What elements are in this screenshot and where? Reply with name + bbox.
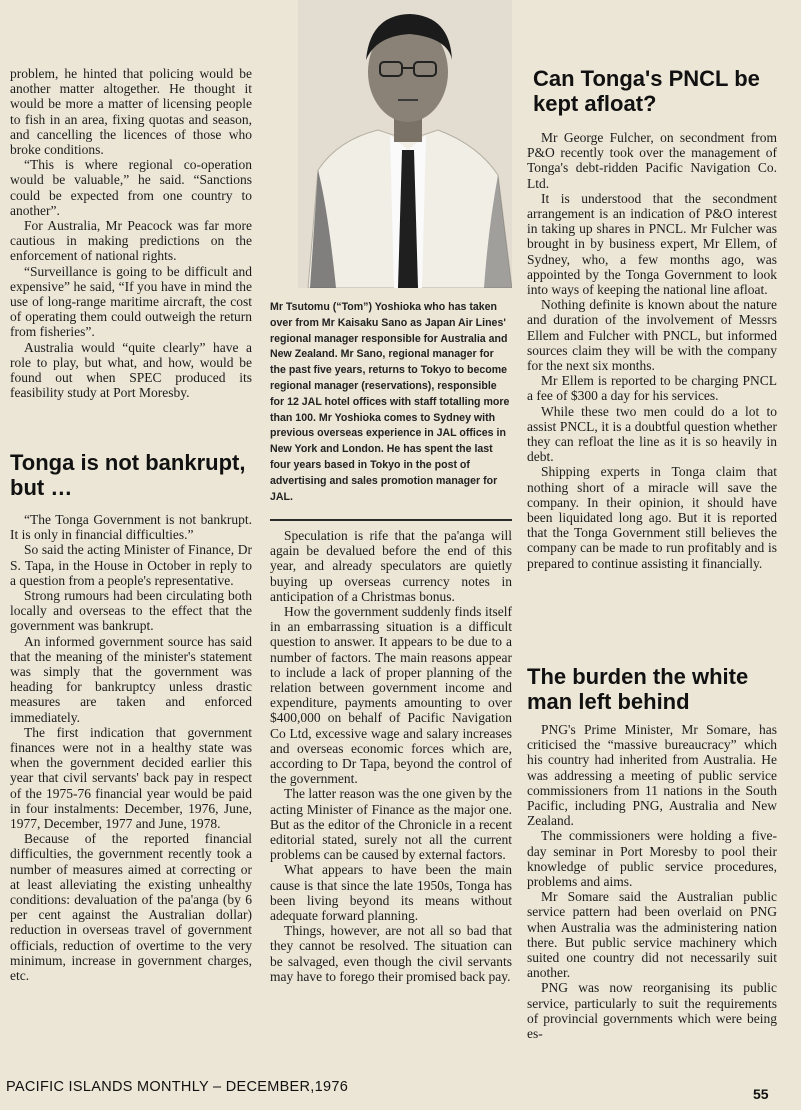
divider-rule — [270, 519, 512, 521]
paragraph: “This is where regional co-operation would be valuable,” he said. “Sanctions could be expected from one country to another”. — [10, 157, 252, 218]
paragraph: It is understood that the secondment arrangement is an indication of P&O interest in taking up shares in PNCL. Mr Fulcher was brought in by business expert, Mr Ellem, of Sydney, who, a few months ago, was appointed by the Tonga Government to look into ways of keeping the national line afloat. — [527, 190, 777, 298]
paragraph: The commissioners were holding a five-day seminar in Port Moresby to pool their knowledge of public service procedures, problems and aims. — [527, 828, 777, 890]
paragraph: Mr George Fulcher, on secondment from P&O recently took over the management of Tonga's debt-ridden Pacific Navigation Co. Ltd. — [527, 130, 777, 191]
paragraph: What appears to have been the main cause is that since the late 1950s, Tonga has been living beyond its means without adequate forward planning. — [270, 862, 512, 924]
column-1-text — [10, 66, 252, 400]
paragraph: The latter reason was the one given by the acting Minister of Finance as the major one. But as the editor of the Chronicle in a recent editorial stated, surely not all the current problems can be caused by external factors. — [270, 786, 512, 863]
burden-article — [527, 722, 777, 1041]
paragraph: Strong rumours had been circulating both locally and overseas to the effect that the government was bankrupt. — [10, 588, 252, 634]
paragraph: Speculation is rife that the pa'anga will again be devalued before the end of this year, and already speculators are quietly buying up overseas currency notes in anticipation of a Christmas bonus. — [270, 528, 512, 604]
paragraph: An informed government source has said that the meaning of the minister's statement was simply that the government was heading for bankruptcy unless drastic measures are taken and enforced immediately. — [10, 633, 252, 725]
paragraph: Things, however, are not all so bad that they cannot be resolved. The situation can be salvaged, even though the civil servants may have to forego their promised back pay. — [270, 923, 512, 984]
paragraph: Australia would “quite clearly” have a role to play, but what, and how, would be found out when SPEC produced its feasibility study at Port Moresby. — [10, 339, 252, 401]
publication-footer: PACIFIC ISLANDS MONTHLY – DECEMBER,1976 — [6, 1079, 349, 1095]
paragraph: problem, he hinted that policing would be another matter altogether. He thought it would be more a matter of licensing people to fish in an area, fixing quotas and season, and cancelling the licences of those who broke conditions. — [10, 66, 252, 158]
paragraph: “Surveillance is going to be difficult and expensive” he said, “If you have in mind the use of long-range maritime aircraft, the cost of operating them could outweigh the return from fisheries”. — [10, 263, 252, 340]
paragraph: How the government suddenly finds itself in an embarrassing situation is a difficult question to answer. It appears to be due to a number of factors. The main reasons appear to include a lack of proper planning of the relation between government income and expenditure, payments amounting to over $400,000 on behalf of Pacific Navigation Co Ltd, excessive wage and salary increases and overseas economic forces which are, according to Dr Tapa, beyond the control of the government. — [270, 604, 512, 787]
tonga-article-col2 — [270, 528, 512, 984]
headline-tonga: Tonga is not bankrupt, but … — [10, 450, 246, 500]
paragraph: The first indication that government finances were not in a healthy state was when the government decided earlier this year that civil servants' back pay in respect of the 1975-76 financial year would be paid in four instalments: December, 1976, June, 1977, December, 1977 and June, 1978. — [10, 724, 252, 832]
paragraph: PNG was now reorganising its public service, particularly to suit the requirements of provincial governments which were being es- — [527, 980, 777, 1042]
headline-burden: The burden the white man left behind — [527, 664, 749, 714]
tonga-article-col1 — [10, 512, 252, 983]
paragraph: Because of the reported financial difficulties, the government recently took a number of measures aimed at correcting or at least alleviating the existing unhealthy conditions: devaluation of the pa'anga (by 6 per cent against the Australian dollar) reduction in overseas travel of government officials, reduction of overtime to the very minimum, increase in government charges, etc. — [10, 831, 252, 984]
portrait-illustration — [298, 0, 512, 288]
paragraph: PNG's Prime Minister, Mr Somare, has criticised the “massive bureaucracy” which his country had inherited from Australia. He was addressing a meeting of public service commissioners from 11 nations in the South Pacific, including PNG, Australia and New Zealand. — [527, 722, 777, 829]
paragraph: Shipping experts in Tonga claim that nothing short of a miracle will save the company. In their opinion, it should have been liquidated long ago. But it is reported that the Tonga Government still believes the company can be made to run profitably and is prepared to continue assisting it financially. — [527, 464, 777, 571]
paragraph: For Australia, Mr Peacock was far more cautious in making predictions on the enforcement of national rights. — [10, 218, 252, 264]
paragraph: So said the acting Minister of Finance, Dr S. Tapa, in the House in October in reply to a question from a people's representative. — [10, 542, 252, 588]
page-number: 55 — [753, 1086, 769, 1102]
headline-pncl: Can Tonga's PNCL be kept afloat? — [533, 66, 760, 116]
pncl-article — [527, 130, 777, 571]
paragraph: Mr Ellem is reported to be charging PNCL a fee of $300 a day for his services. — [527, 373, 777, 404]
photo-caption: Mr Tsutomu (“Tom”) Yoshioka who has taken over from Mr Kaisaku Sano as Japan Air Lines' regional manager responsible for Australia and New Zealand. Mr Sano, regional manager for the past five years, returns to Tokyo to become regional manager (reservations), responsible for 12 JAL hotel offices with staff totalling more than 100. Mr Yoshioka comes to Sydney with previous overseas experience in JAL offices in New York and London. He has spent the last four years based in Tokyo in the post of advertising and sales promotion manager for JAL. — [270, 301, 510, 503]
paragraph: While these two men could do a lot to assist PNCL, it is a doubtful question whether they can refloat the line as it is so heavily in debt. — [527, 403, 777, 465]
portrait-photo — [298, 0, 512, 288]
paragraph: Mr Somare said the Australian public service pattern had been overlaid on PNG when Australia was the administering nation there. But public service machinery which suited one country did not necessarily suit another. — [527, 889, 777, 981]
paragraph: Nothing definite is known about the nature and duration of the involvement of Messrs Ellem and Fulcher with PNCL, but informed sources claim they will be with the company for the next six months. — [527, 297, 777, 374]
paragraph: “The Tonga Government is not bankrupt. It is only in financial difficulties.” — [10, 512, 252, 543]
